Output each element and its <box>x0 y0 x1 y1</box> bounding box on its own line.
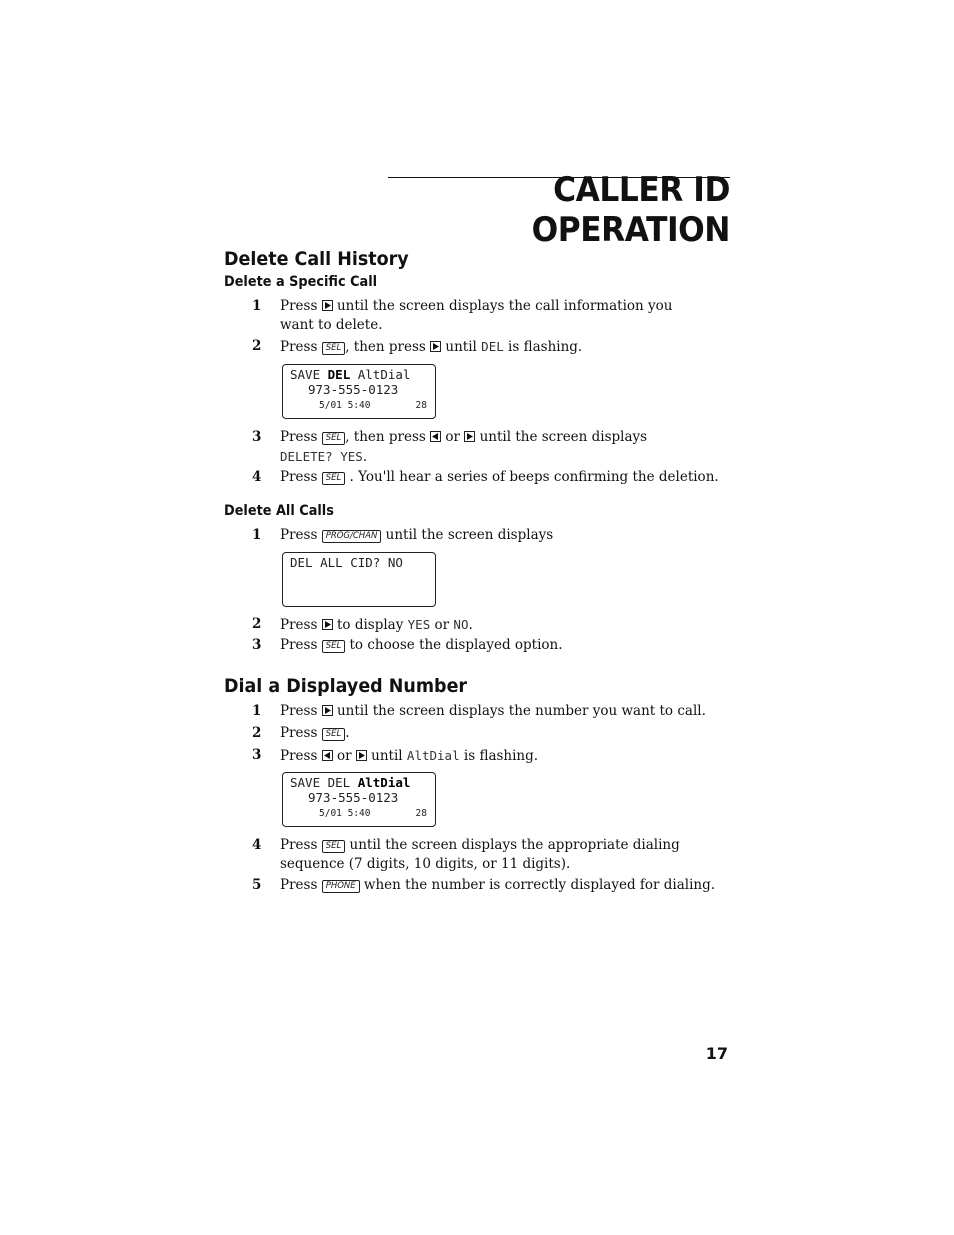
step-all-3 <box>252 636 722 655</box>
step-text: to display <box>336 617 404 633</box>
step-text: until the screen displays the appropriate dialing sequence (7 digits, 10 digits, or 11 digits). <box>280 837 680 872</box>
step-text: Press <box>280 298 318 314</box>
lcd-code: DELETE? YES <box>280 449 363 464</box>
step-text: until the screen displays <box>385 527 554 543</box>
step-text: Press <box>280 469 318 485</box>
step-text: , then press <box>345 339 426 355</box>
step-text: . <box>345 725 350 741</box>
step-specific-2 <box>252 337 722 357</box>
lcd-row-number: 973-555-0123 <box>308 790 399 805</box>
lcd-word: AltDial <box>350 367 411 382</box>
step-text: when the number is correctly displayed for dialing. <box>363 877 716 893</box>
step-text: or <box>445 429 461 445</box>
lcd-word: SAVE <box>290 367 328 382</box>
section-heading-dial-displayed-number: Dial a Displayed Number <box>224 675 468 697</box>
sel-key-icon: SEL <box>322 640 346 653</box>
sel-key-icon: SEL <box>322 432 346 445</box>
lcd-code: YES <box>407 617 431 632</box>
right-arrow-key-icon <box>322 619 333 630</box>
step-text: , then press <box>345 429 426 445</box>
step-number: 3 <box>252 429 262 445</box>
sel-key-icon: SEL <box>322 840 346 853</box>
step-number: 4 <box>252 837 262 853</box>
step-dial-3 <box>252 746 722 766</box>
right-arrow-key-icon <box>322 300 333 311</box>
lcd-code: AltDial <box>406 748 460 763</box>
step-text: Press <box>280 748 318 764</box>
step-text: . <box>362 449 368 465</box>
sel-key-icon: SEL <box>322 728 346 741</box>
prog-chan-key-icon: PROG/CHAN <box>322 530 382 543</box>
lcd-code: DEL <box>481 339 504 354</box>
subheading-delete-specific-call: Delete a Specific Call <box>224 274 378 290</box>
step-dial-4 <box>252 836 722 874</box>
lcd-row-menu <box>290 775 410 790</box>
step-number: 1 <box>252 703 262 719</box>
page-number: 17 <box>705 1044 728 1063</box>
step-number: 2 <box>252 725 262 741</box>
step-text: Press <box>280 725 318 741</box>
sel-key-icon: SEL <box>322 342 346 355</box>
step-text: is flashing. <box>463 748 539 764</box>
lcd-display-delete-all <box>282 552 436 607</box>
step-text: Press <box>280 527 318 543</box>
phone-key-icon: PHONE <box>322 880 360 893</box>
lcd-row-message: DEL ALL CID? NO <box>290 555 403 570</box>
step-text: Press <box>280 429 318 445</box>
sel-key-icon: SEL <box>322 472 346 485</box>
step-text: Press <box>280 703 318 719</box>
lcd-row-datetime: 5/01 5:40 <box>319 400 371 411</box>
step-specific-1 <box>252 297 722 335</box>
step-text: until the screen displays the number you want to call. <box>336 703 706 719</box>
lcd-row-menu <box>290 367 410 382</box>
lcd-row-number: 973-555-0123 <box>308 382 399 397</box>
step-text: until <box>445 339 477 355</box>
step-dial-5 <box>252 876 722 895</box>
left-arrow-key-icon <box>430 431 441 442</box>
step-text: . You'll hear a series of beeps confirming the deletion. <box>349 469 719 485</box>
subheading-delete-all-calls: Delete All Calls <box>224 503 334 519</box>
step-text: until the screen displays <box>479 429 648 445</box>
step-text: or <box>336 748 352 764</box>
step-text: or <box>434 617 450 633</box>
left-arrow-key-icon <box>322 750 333 761</box>
step-dial-2 <box>252 724 722 743</box>
step-text: Press <box>280 837 318 853</box>
step-text: until <box>371 748 403 764</box>
lcd-row-count: 28 <box>415 400 427 411</box>
right-arrow-key-icon <box>356 750 367 761</box>
step-number: 3 <box>252 637 262 653</box>
page-title: CALLER ID OPERATION <box>531 170 730 250</box>
lcd-row-count: 28 <box>415 808 427 819</box>
right-arrow-key-icon <box>464 431 475 442</box>
step-text: is flashing. <box>508 339 583 355</box>
lcd-row-datetime: 5/01 5:40 <box>319 808 371 819</box>
step-number: 1 <box>252 527 262 543</box>
step-number: 4 <box>252 469 262 485</box>
step-dial-1 <box>252 702 722 721</box>
step-text: Press <box>280 617 318 633</box>
step-text: to choose the displayed option. <box>349 637 563 653</box>
step-text: Press <box>280 637 318 653</box>
step-text: Press <box>280 877 318 893</box>
right-arrow-key-icon <box>322 705 333 716</box>
step-number: 3 <box>252 747 262 763</box>
step-text: . <box>468 617 473 633</box>
step-all-2 <box>252 615 722 635</box>
step-number: 1 <box>252 298 262 314</box>
section-heading-delete-call-history: Delete Call History <box>224 248 409 270</box>
step-all-1 <box>252 526 722 545</box>
step-number: 2 <box>252 338 262 354</box>
right-arrow-key-icon <box>430 341 441 352</box>
step-specific-4 <box>252 468 722 487</box>
step-specific-3 <box>252 428 722 467</box>
lcd-code: NO <box>453 617 469 632</box>
step-number: 5 <box>252 877 262 893</box>
lcd-display-altdial <box>282 772 436 827</box>
step-text: until the screen displays the call information you want to delete. <box>280 298 673 333</box>
step-text: Press <box>280 339 318 355</box>
lcd-word-highlighted: DEL <box>327 367 351 382</box>
lcd-word-highlighted: AltDial <box>357 775 411 790</box>
lcd-display-delete <box>282 364 436 419</box>
lcd-word: SAVE DEL <box>290 775 358 790</box>
step-number: 2 <box>252 616 262 632</box>
